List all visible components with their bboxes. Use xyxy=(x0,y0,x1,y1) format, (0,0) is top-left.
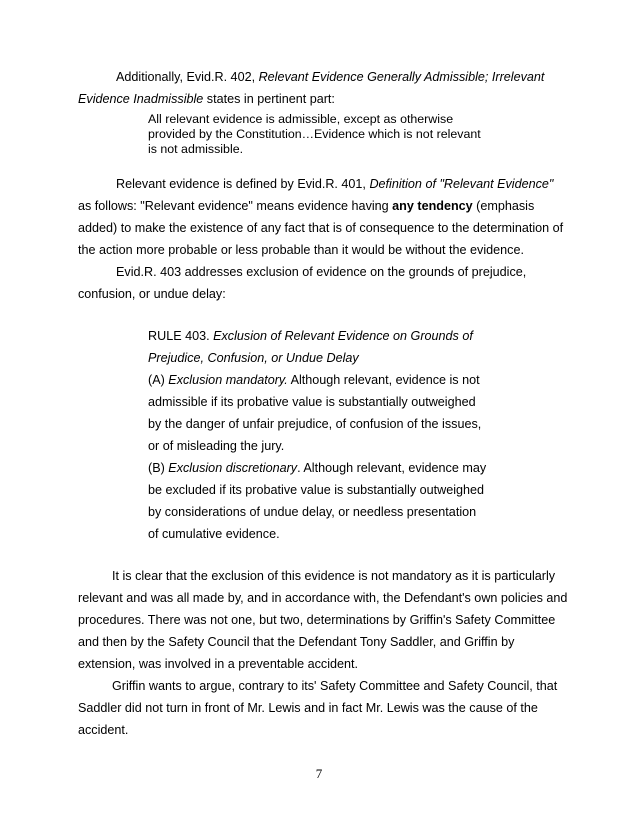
rule-403-section-a-line: admissible if its probative value is substantially outweighed xyxy=(148,395,476,409)
rule-402-title-cont: Evidence Inadmissible xyxy=(78,92,204,106)
rule-402-title: Relevant Evidence Generally Admissible; Irrelevant xyxy=(258,70,545,84)
section-b-title: Exclusion discretionary xyxy=(168,461,298,475)
paragraph-evid-403-line-1: Evid.R. 403 addresses exclusion of evidence on the grounds of prejudice, xyxy=(116,265,527,279)
quote-402-line: All relevant evidence is admissible, except as otherwise xyxy=(148,112,454,126)
rule-403-section-a: (A) Exclusion mandatory. Although relevant, evidence is not xyxy=(148,373,480,387)
quote-402-line: provided by the Constitution…Evidence which is not relevant xyxy=(148,127,481,141)
rule-403-section-a-line: or of misleading the jury. xyxy=(148,439,285,453)
paragraph-griffin-line: Saddler did not turn in front of Mr. Lewis and in fact Mr. Lewis was the cause of the xyxy=(78,701,538,715)
rule-403-heading: RULE 403. Exclusion of Relevant Evidence on Grounds of xyxy=(148,329,473,343)
paragraph-argument-line: and then by the Safety Council that the Defendant Tony Saddler, and Griffin by xyxy=(78,635,515,649)
paragraph-argument-line: relevant and was all made by, and in accordance with, the Defendant's own policies and xyxy=(78,591,568,605)
paragraph-evid-401-line-1: Relevant evidence is defined by Evid.R. 401, Definition of "Relevant Evidence" xyxy=(116,177,554,191)
rule-403-section-b: (B) Exclusion discretionary. Although relevant, evidence may xyxy=(148,461,487,475)
paragraph-evid-401-line-4: the action more probable or less probable than it would be without the evidence. xyxy=(78,243,524,257)
rule-403-section-b-line: of cumulative evidence. xyxy=(148,527,280,541)
rule-403-title-cont: Prejudice, Confusion, or Undue Delay xyxy=(148,351,359,365)
paragraph-evid-401-line-3: added) to make the existence of any fact that is of consequence to the determination of xyxy=(78,221,564,235)
paragraph-argument-line: It is clear that the exclusion of this evidence is not mandatory as it is particularly xyxy=(112,569,556,583)
quote-402-line: is not admissible. xyxy=(148,142,244,156)
paragraph-evid-401-line-2: as follows: "Relevant evidence" means evidence having any tendency (emphasis xyxy=(78,199,535,213)
page-number: 7 xyxy=(315,766,323,781)
rule-403-section-b-line: be excluded if its probative value is substantially outweighed xyxy=(148,483,485,497)
rule-401-title: Definition of "Relevant Evidence" xyxy=(369,177,554,191)
rule-403-heading-cont xyxy=(148,350,359,366)
paragraph-argument-line: extension, was involved in a preventable accident. xyxy=(78,657,359,671)
emphasis-any-tendency: any tendency xyxy=(392,199,473,213)
paragraph-griffin-line: Griffin wants to argue, contrary to its' Safety Committee and Safety Council, that xyxy=(112,679,558,693)
rule-403-section-a-line: by the danger of unfair prejudice, of confusion of the issues, xyxy=(148,417,482,431)
paragraph-evid-402-line-1: Additionally, Evid.R. 402, Relevant Evidence Generally Admissible; Irrelevant xyxy=(116,70,545,84)
section-a-title: Exclusion mandatory. xyxy=(168,373,288,387)
paragraph-griffin-line: accident. xyxy=(78,723,129,737)
rule-403-section-b-line: by considerations of undue delay, or needless presentation xyxy=(148,505,477,519)
rule-403-title: Exclusion of Relevant Evidence on Grounds of xyxy=(213,329,473,343)
paragraph-evid-403-line-2: confusion, or undue delay: xyxy=(78,287,226,301)
paragraph-argument-line: procedures. There was not one, but two, determinations by Griffin's Safety Committee xyxy=(78,613,556,627)
paragraph-evid-402-line-2: Evidence Inadmissible states in pertinent part: xyxy=(78,92,335,106)
